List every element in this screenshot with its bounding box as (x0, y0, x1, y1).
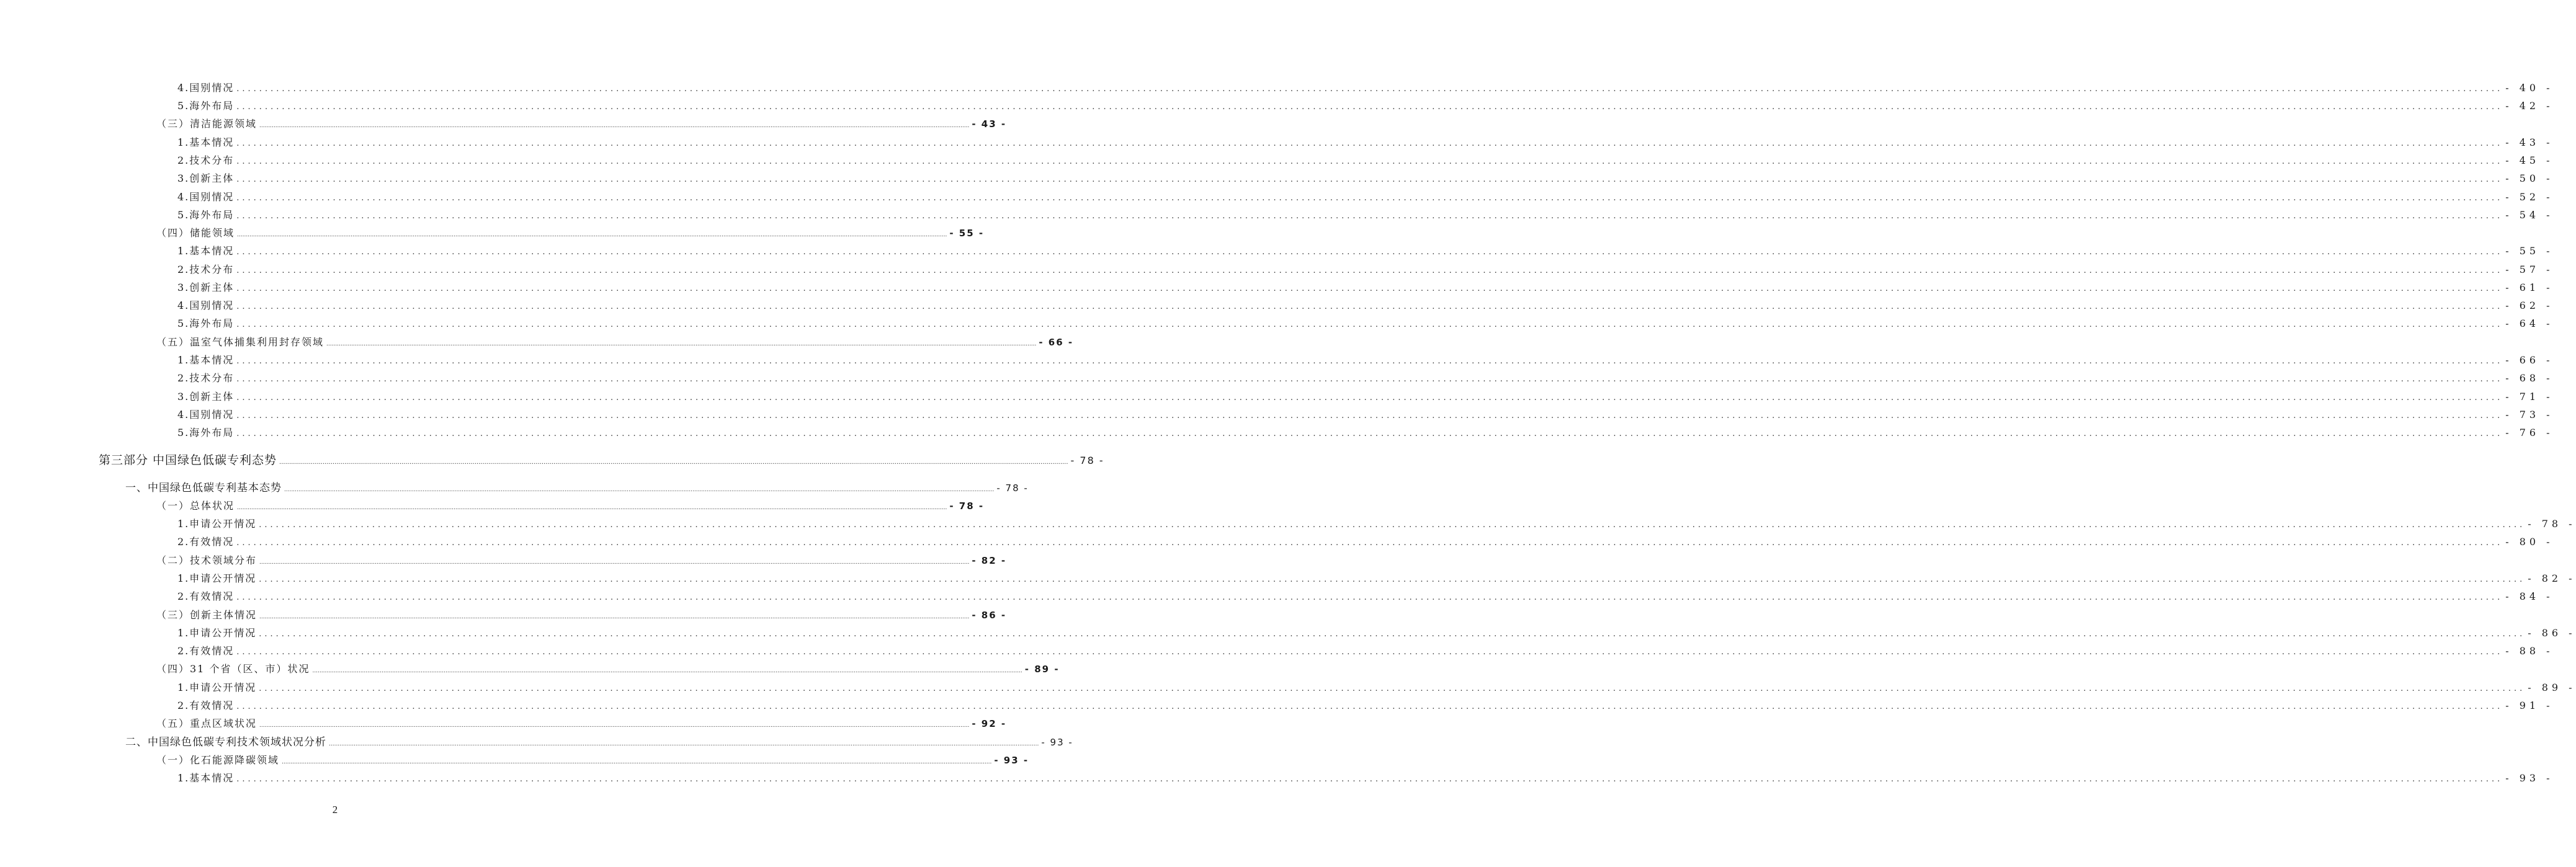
toc-entry[interactable] (125, 480, 1029, 496)
toc-entry-title: 5.海外布局 (177, 427, 235, 438)
toc-entry-page: - 93 - (2505, 772, 2554, 784)
toc-leader-dots: ................................................................................................................................................................................................................................................................................................................................................................................................................ (236, 647, 2503, 657)
toc-entry-page: - 92 - (972, 718, 1007, 729)
toc-entry-title: 2.技术分布 (177, 154, 235, 166)
toc-entry-page: - 93 - (994, 755, 1029, 766)
toc-leader-dots: ................................................................................................................................................................................................................................................................................................................................................................................................................ (236, 84, 2503, 94)
toc-entry[interactable] (177, 680, 2576, 696)
toc-entry-title: 3.创新主体 (177, 172, 235, 184)
toc-entry[interactable] (177, 534, 2554, 550)
toc-entry[interactable] (156, 225, 985, 241)
toc-entry-title: 1.申请公开情况 (177, 518, 257, 530)
toc-entry[interactable] (177, 625, 2576, 641)
toc-entry-title: 第三部分 中国绿色低碳专利态势 (99, 453, 277, 467)
toc-leader-dots: ................................................................................................................................................................................................................................................................................................................................................................................................................ (326, 341, 1037, 347)
toc-leader-dots: ................................................................................................................................................................................................................................................................................................................................................................................................................ (236, 375, 2503, 384)
toc-leader-dots: ................................................................................................................................................................................................................................................................................................................................................................................................................ (284, 487, 995, 493)
toc-leader-dots: ................................................................................................................................................................................................................................................................................................................................................................................................................ (236, 157, 2503, 166)
toc-entry-page: - 57 - (2505, 264, 2554, 275)
toc-entry-page: - 66 - (2505, 354, 2554, 366)
toc-leader-dots: ................................................................................................................................................................................................................................................................................................................................................................................................................ (312, 668, 1022, 674)
toc-entry[interactable] (177, 352, 2554, 368)
toc-entry-title: 5.海外布局 (177, 318, 235, 329)
toc-entry[interactable] (177, 516, 2576, 532)
toc-entry-title: 2.有效情况 (177, 700, 235, 711)
toc-entry[interactable] (156, 716, 1007, 732)
toc-entry[interactable] (156, 334, 1074, 350)
toc-entry-page: - 88 - (2505, 645, 2554, 657)
toc-entry-page: - 89 - (2528, 682, 2576, 693)
toc-entry-page: - 80 - (2505, 536, 2554, 548)
toc-entry-page: - 55 - (949, 228, 985, 239)
toc-entry-page: - 86 - (2528, 627, 2576, 639)
toc-leader-dots: ................................................................................................................................................................................................................................................................................................................................................................................................................ (237, 505, 947, 511)
toc-entry-title: （一）化石能源降碳领域 (156, 754, 280, 766)
toc-entry-title: （五）重点区域状况 (156, 718, 257, 729)
toc-entry-page: - 82 - (972, 555, 1007, 566)
toc-leader-dots: ................................................................................................................................................................................................................................................................................................................................................................................................................ (236, 393, 2503, 402)
toc-entry-page: - 40 - (2505, 82, 2554, 94)
toc-entry-page: - 54 - (2505, 209, 2554, 221)
toc-entry-title: 1.申请公开情况 (177, 572, 257, 584)
toc-entry-title: （四）储能领域 (156, 227, 235, 239)
toc-entry-title: （三）创新主体情况 (156, 609, 257, 621)
toc-entry[interactable] (177, 189, 2554, 205)
toc-entry-page: - 89 - (1024, 664, 1060, 675)
toc-entry-title: 一、中国绿色低碳专利基本态势 (125, 482, 282, 494)
toc-leader-dots: ................................................................................................................................................................................................................................................................................................................................................................................................................ (236, 538, 2503, 548)
toc-leader-dots: ................................................................................................................................................................................................................................................................................................................................................................................................................ (259, 575, 2526, 584)
toc-entry[interactable] (177, 589, 2554, 605)
toc-entry[interactable] (177, 135, 2554, 151)
toc-entry[interactable] (99, 452, 1104, 468)
toc-entry-page: - 52 - (2505, 191, 2554, 203)
toc-entry[interactable] (177, 243, 2554, 259)
toc-entry[interactable] (177, 98, 2554, 114)
toc-leader-dots: ................................................................................................................................................................................................................................................................................................................................................................................................................ (236, 320, 2503, 329)
toc-entry-title: （一）总体状况 (156, 500, 235, 512)
toc-entry[interactable] (177, 698, 2554, 714)
toc-entry-page: - 78 - (996, 482, 1029, 494)
toc-entry-page: - 43 - (972, 118, 1007, 130)
toc-entry-page: - 42 - (2505, 100, 2554, 112)
toc-leader-dots: ................................................................................................................................................................................................................................................................................................................................................................................................................ (236, 302, 2503, 311)
toc-leader-dots: ................................................................................................................................................................................................................................................................................................................................................................................................................ (236, 175, 2503, 184)
toc-entry[interactable] (177, 280, 2554, 296)
toc-entry[interactable] (177, 571, 2576, 587)
toc-entry-title: 1.申请公开情况 (177, 627, 257, 639)
toc-leader-dots: ................................................................................................................................................................................................................................................................................................................................................................................................................ (259, 559, 970, 566)
toc-entry-title: 4.国别情况 (177, 82, 235, 94)
toc-leader-dots: ................................................................................................................................................................................................................................................................................................................................................................................................................ (279, 459, 1068, 466)
toc-entry-title: 2.有效情况 (177, 645, 235, 657)
toc-leader-dots: ................................................................................................................................................................................................................................................................................................................................................................................................................ (282, 759, 992, 765)
toc-entry[interactable] (156, 498, 985, 514)
toc-entry[interactable] (177, 262, 2554, 278)
toc-entry-title: 3.创新主体 (177, 391, 235, 402)
toc-entry-page: - 91 - (2505, 700, 2554, 711)
toc-entry[interactable] (156, 116, 1007, 132)
toc-leader-dots: ................................................................................................................................................................................................................................................................................................................................................................................................................ (329, 741, 1039, 747)
toc-entry-page: - 78 - (1070, 455, 1104, 466)
toc-entry-page: - 84 - (2505, 590, 2554, 602)
toc-entry-title: 1.基本情况 (177, 245, 235, 257)
toc-entry-page: - 45 - (2505, 154, 2554, 166)
toc-leader-dots: ................................................................................................................................................................................................................................................................................................................................................................................................................ (259, 614, 970, 620)
toc-leader-dots: ................................................................................................................................................................................................................................................................................................................................................................................................................ (236, 775, 2503, 784)
toc-entry-title: 2.有效情况 (177, 590, 235, 602)
toc-entry-page: - 73 - (2505, 409, 2554, 420)
toc-entry-title: 4.国别情况 (177, 300, 235, 311)
toc-entry-title: 1.申请公开情况 (177, 682, 257, 693)
toc-entry-page: - 78 - (2528, 518, 2576, 530)
toc-entry-page: - 62 - (2505, 300, 2554, 311)
toc-entry-page: - 68 - (2505, 372, 2554, 384)
toc-entry[interactable] (156, 553, 1007, 569)
toc-entry-page: - 93 - (1041, 737, 1073, 748)
toc-entry-page: - 55 - (2505, 245, 2554, 257)
toc-entry-title: 4.国别情况 (177, 409, 235, 420)
toc-leader-dots: ................................................................................................................................................................................................................................................................................................................................................................................................................ (236, 411, 2503, 420)
toc-entry-title: （五）温室气体捕集利用封存领域 (156, 336, 324, 348)
toc-leader-dots: ................................................................................................................................................................................................................................................................................................................................................................................................................ (259, 629, 2526, 639)
toc-entry-title: 2.技术分布 (177, 372, 235, 384)
toc-leader-dots: ................................................................................................................................................................................................................................................................................................................................................................................................................ (236, 266, 2503, 275)
toc-leader-dots: ................................................................................................................................................................................................................................................................................................................................................................................................................ (236, 193, 2503, 203)
toc-entry[interactable] (177, 770, 2554, 786)
toc-entry[interactable] (177, 425, 2554, 441)
toc-leader-dots: ................................................................................................................................................................................................................................................................................................................................................................................................................ (259, 684, 2526, 693)
toc-entry-title: 二、中国绿色低碳专利技术领域状况分析 (125, 736, 326, 749)
toc-leader-dots: ................................................................................................................................................................................................................................................................................................................................................................................................................ (236, 593, 2503, 602)
toc-leader-dots: ................................................................................................................................................................................................................................................................................................................................................................................................................ (236, 284, 2503, 293)
toc-entry-page: - 76 - (2505, 427, 2554, 438)
toc-entry[interactable] (177, 298, 2554, 314)
toc-leader-dots: ................................................................................................................................................................................................................................................................................................................................................................................................................ (259, 123, 970, 129)
toc-entry[interactable] (156, 661, 1060, 677)
toc-entry[interactable] (177, 370, 2554, 386)
toc-entry[interactable] (177, 171, 2554, 187)
toc-entry[interactable] (125, 734, 1073, 750)
toc-entry[interactable] (177, 407, 2554, 423)
toc-entry-title: 2.技术分布 (177, 264, 235, 275)
toc-entry-page: - 61 - (2505, 282, 2554, 293)
toc-entry[interactable] (177, 643, 2554, 659)
toc-entry[interactable] (177, 389, 2554, 405)
toc-entry-title: 5.海外布局 (177, 209, 235, 221)
toc-entry[interactable] (156, 752, 1029, 768)
toc-entry[interactable] (177, 316, 2554, 332)
toc-entry-page: - 43 - (2505, 136, 2554, 148)
toc-leader-dots: ................................................................................................................................................................................................................................................................................................................................................................................................................ (236, 429, 2503, 438)
toc-entry[interactable] (177, 153, 2554, 169)
toc-leader-dots: ................................................................................................................................................................................................................................................................................................................................................................................................................ (236, 702, 2503, 711)
toc-leader-dots: ................................................................................................................................................................................................................................................................................................................................................................................................................ (236, 102, 2503, 112)
toc-leader-dots: ................................................................................................................................................................................................................................................................................................................................................................................................................ (259, 722, 970, 729)
toc-leader-dots: ................................................................................................................................................................................................................................................................................................................................................................................................................ (259, 520, 2526, 530)
toc-entry-page: - 66 - (1039, 337, 1074, 348)
toc-entry-title: 3.创新主体 (177, 282, 235, 293)
toc-leader-dots: ................................................................................................................................................................................................................................................................................................................................................................................................................ (236, 247, 2503, 257)
toc-entry-title: 4.国别情况 (177, 191, 235, 203)
toc-entry-title: 1.基本情况 (177, 772, 235, 784)
toc-entry-page: - 86 - (972, 610, 1007, 621)
toc-entry-title: （二）技术领域分布 (156, 554, 257, 566)
toc-leader-dots: ................................................................................................................................................................................................................................................................................................................................................................................................................ (236, 139, 2503, 148)
toc-leader-dots: ................................................................................................................................................................................................................................................................................................................................................................................................................ (236, 211, 2503, 221)
toc-entry-title: 5.海外布局 (177, 100, 235, 112)
toc-entry-page: - 71 - (2505, 391, 2554, 402)
page-number: 2 (332, 804, 338, 816)
toc-leader-dots: ................................................................................................................................................................................................................................................................................................................................................................................................................ (237, 232, 947, 238)
toc-entry[interactable] (177, 80, 2554, 96)
toc-entry-page: - 50 - (2505, 172, 2554, 184)
toc-entry-title: （四）31 个省（区、市）状况 (156, 663, 310, 675)
toc-entry-page: - 64 - (2505, 318, 2554, 329)
toc-entry-title: （三）清洁能源领域 (156, 118, 257, 130)
toc-entry-page: - 82 - (2528, 572, 2576, 584)
toc-entry[interactable] (177, 207, 2554, 223)
toc-entry-page: - 78 - (949, 500, 985, 512)
toc-entry-title: 2.有效情况 (177, 536, 235, 548)
toc-entry-title: 1.基本情况 (177, 136, 235, 148)
toc-entry-title: 1.基本情况 (177, 354, 235, 366)
toc-entry[interactable] (156, 607, 1007, 623)
toc-leader-dots: ................................................................................................................................................................................................................................................................................................................................................................................................................ (236, 357, 2503, 366)
